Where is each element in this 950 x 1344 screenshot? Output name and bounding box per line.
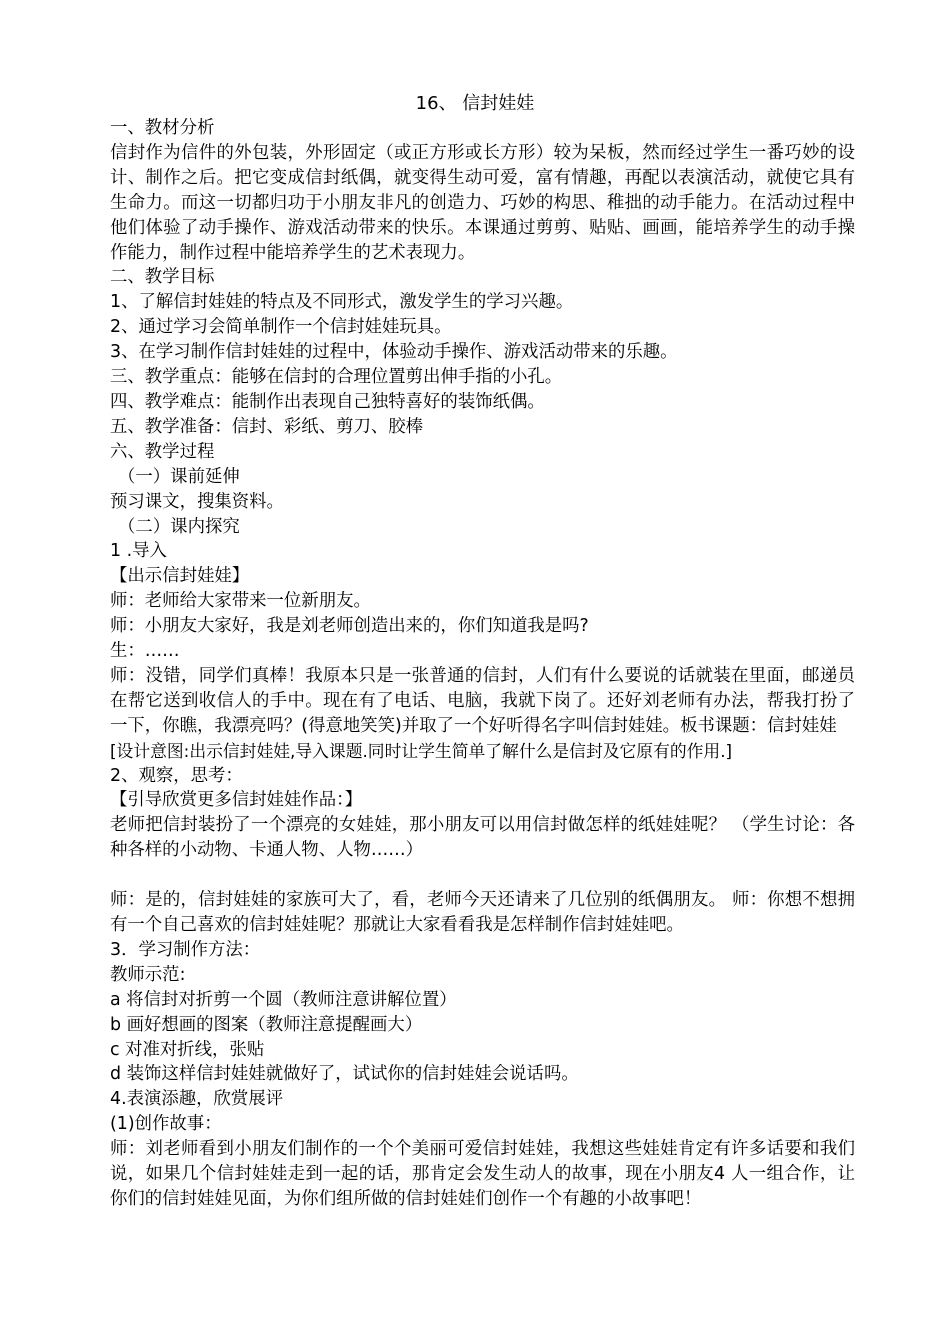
bracket-appreciate-works: 【引导欣赏更多信封娃娃作品：】 xyxy=(110,790,363,811)
subheading-pre-class: （一）课前延伸 xyxy=(118,466,240,487)
dialogue-line-1: 师：老师给大家带来一位新朋友。 xyxy=(110,591,371,612)
goal-item-3: 3、在学习制作信封娃娃的过程中，体验动手操作、游戏活动带来的乐趣。 xyxy=(110,342,678,363)
goal-item-1: 1、了解信封娃娃的特点及不同形式，激发学生的学习兴趣。 xyxy=(110,292,574,313)
dialogue-line-2: 师：小朋友大家好，我是刘老师创造出来的，你们知道我是吗? xyxy=(110,616,589,637)
blank-line xyxy=(110,863,855,888)
paragraph-family: 师：是的，信封娃娃的家族可大了，看，老师今天还请来了几位别的纸偶朋友。 师：你想不想拥有一个自己喜欢的信封娃娃呢？那就让大家看看我是怎样制作信封娃娃吧。 xyxy=(110,890,855,935)
dialogue-line-4: 师：没错，同学们真棒！我原本只是一张普通的信封，人们有什么要说的话就装在里面，邮递员在帮它送到收信人的手中。现在有了电话、电脑，我就下岗了。还好刘老师有办法，帮我打扮了一下，你瞧，我漂亮吗？(得意地笑笑)并取了一个好听得名字叫信封娃娃。板书课题：信封娃娃 xyxy=(110,665,855,736)
heading-textbook-analysis: 一、教材分析 xyxy=(110,118,215,138)
goal-item-2: 2、通过学习会简单制作一个信封娃娃玩具。 xyxy=(110,317,452,338)
document-title: 16、 信封娃娃 xyxy=(415,93,535,114)
teaching-key-point: 三、教学重点：能够在信封的合理位置剪出伸手指的小孔。 xyxy=(110,367,563,388)
teacher-demo-label: 教师示范: xyxy=(110,964,186,985)
teaching-difficulty: 四、教学难点：能制作出表现自己独特喜好的装饰纸偶。 xyxy=(110,391,545,412)
document-body xyxy=(110,116,855,1212)
paragraph-story-task: 师：刘老师看到小朋友们制作的一个个美丽可爱信封娃娃，我想这些娃娃肯定有许多话要和我们说，如果几个信封娃娃走到一起的话，那肯定会发生动人的故事，现在小朋友4 人一组合作，让你们的信封娃娃见面，为你们组所做的信封娃娃们创作一个有趣的小故事吧！ xyxy=(110,1139,855,1209)
dialogue-line-3: 生：…… xyxy=(110,641,180,662)
method-step-d: d 装饰这样信封娃娃就做好了，试试你的信封娃娃会说话吗。 xyxy=(110,1064,579,1085)
step-performance: 4.表演添趣，欣赏展评 xyxy=(110,1089,284,1110)
heading-teaching-process: 六、教学过程 xyxy=(110,441,215,462)
paragraph-textbook-analysis: 信封作为信件的外包装，外形固定（或正方形或长方形）较为呆板，然而经过学生一番巧妙的设计、制作之后。把它变成信封纸偶，就变得生动可爱，富有情趣，再配以表演活动，就使它具有生命力。而这一切都归功于小朋友非凡的创造力、巧妙的构思、稚拙的动手能力。在活动过程中他们体验了动手操作、游戏活动带来的快乐。本课通过剪剪、贴贴、画画，能培养学生的动手操作能力，制作过程中能培养学生的艺术表现力。 xyxy=(110,142,855,263)
method-step-b: b 画好想画的图案（教师注意提醒画大） xyxy=(110,1014,423,1035)
method-step-c: c 对准对折线，张贴 xyxy=(110,1039,265,1060)
subheading-in-class: （二）课内探究 xyxy=(118,516,240,537)
design-intent-note: [设计意图:出示信封娃娃,导入课题.同时让学生简单了解什么是信封及它原有的作用.] xyxy=(110,740,733,761)
step-introduction: 1 .导入 xyxy=(110,541,167,562)
paragraph-preview: 预习课文，搜集资料。 xyxy=(110,491,284,512)
heading-teaching-goals: 二、教学目标 xyxy=(110,267,215,288)
method-step-a: a 将信封对折剪一个圆（教师注意讲解位置） xyxy=(110,989,457,1010)
step-learn-method: 3．学习制作方法： xyxy=(110,939,261,960)
substep-create-story: (1)创作故事： xyxy=(110,1114,222,1135)
paragraph-discussion: 老师把信封装扮了一个漂亮的女娃娃，那小朋友可以用信封做怎样的纸娃娃呢？ （学生讨论：各种各样的小动物、卡通人物、人物……） xyxy=(110,815,855,861)
step-observe-think: 2、观察，思考： xyxy=(110,765,243,786)
teaching-preparation: 五、教学准备：信封、彩纸、剪刀、胶棒 xyxy=(110,416,424,437)
bracket-show-doll: 【出示信封娃娃】 xyxy=(110,566,250,587)
